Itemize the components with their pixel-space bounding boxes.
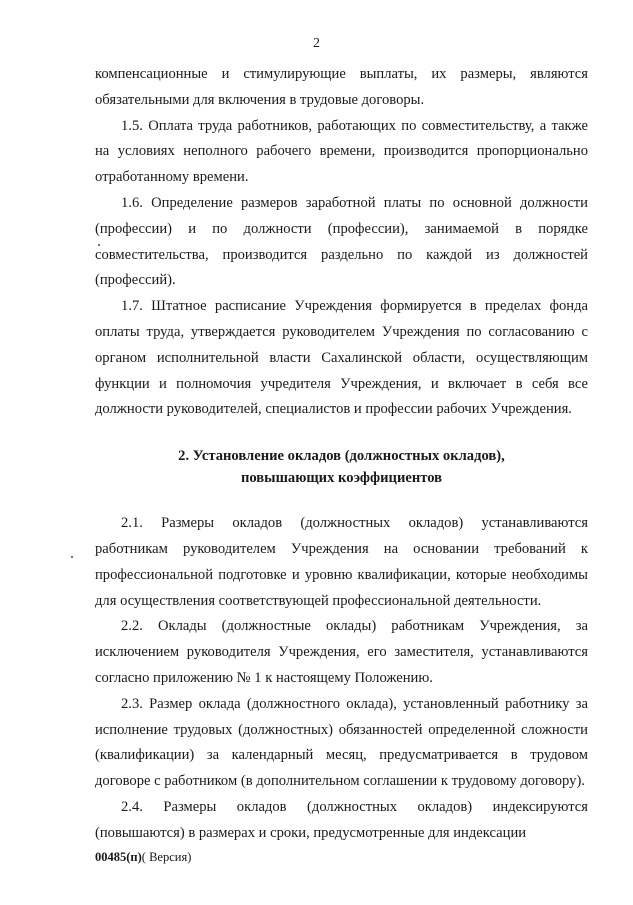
- paragraph-2-4: 2.4. Размеры окладов (должностных окладов) индексируются (повышаются) в размерах и сроки, предусмотренные для индексации: [95, 798, 588, 841]
- scan-artifact-dot: [71, 556, 73, 558]
- document-body: [95, 62, 588, 847]
- section-2-heading: [95, 445, 588, 489]
- page-number: 2: [313, 36, 320, 51]
- paragraph-1-5: 1.5. Оплата труда работников, работающих по совместительству, а также на условиях неполного рабочего времени, производится пропорционально отработанному времени.: [95, 117, 588, 186]
- section-2-heading-line-1: 2. Установление окладов (должностных окладов),: [178, 448, 505, 465]
- document-code: 00485(п): [95, 850, 142, 864]
- paragraph-2-3: 2.3. Размер оклада (должностного оклада), установленный работнику за исполнение трудовых (должностных) обязанностей определенной сложности (квалификации) за календарный месяц, предусматривается в трудовом договоре с работником (в дополнительном соглашении к трудовому договору).: [95, 695, 588, 790]
- scan-artifact-dot: [98, 244, 100, 246]
- document-footer: [95, 850, 191, 865]
- paragraph-2-1: 2.1. Размеры окладов (должностных окладов) устанавливаются работникам руководителем Учреждения на основании требований к профессиональной подготовке и уровню квалификации, которые необходимы для осуществления соответствующей профессиональной деятельности.: [95, 515, 588, 609]
- section-2-heading-line-2: повышающих коэффициентов: [240, 470, 443, 487]
- paragraph-2-2: 2.2. Оклады (должностные оклады) работникам Учреждения, за исключением руководителя Учреждения, его заместителя, устанавливаются согласно приложению № 1 к настоящему Положению.: [95, 618, 588, 686]
- document-version: ( Версия): [141, 850, 192, 864]
- paragraph-continuation: компенсационные и стимулирующие выплаты, их размеры, являются обязательными для включения в трудовые договоры.: [95, 66, 588, 108]
- paragraph-1-6: 1.6. Определение размеров заработной платы по основной должности (профессии) и по должности (профессии), занимаемой в порядке совместительства, производится раздельно по каждой из должностей (профессий).: [95, 194, 588, 289]
- paragraph-1-7: 1.7. Штатное расписание Учреждения формируется в пределах фонда оплаты труда, утверждается руководителем Учреждения по согласованию с органом исполнительной власти Сахалинской области, осуществляющим функции и полномочия учредителя Учреждения, и включает в себя все должности руководителей, специалистов и профессии рабочих Учреждения.: [95, 298, 588, 418]
